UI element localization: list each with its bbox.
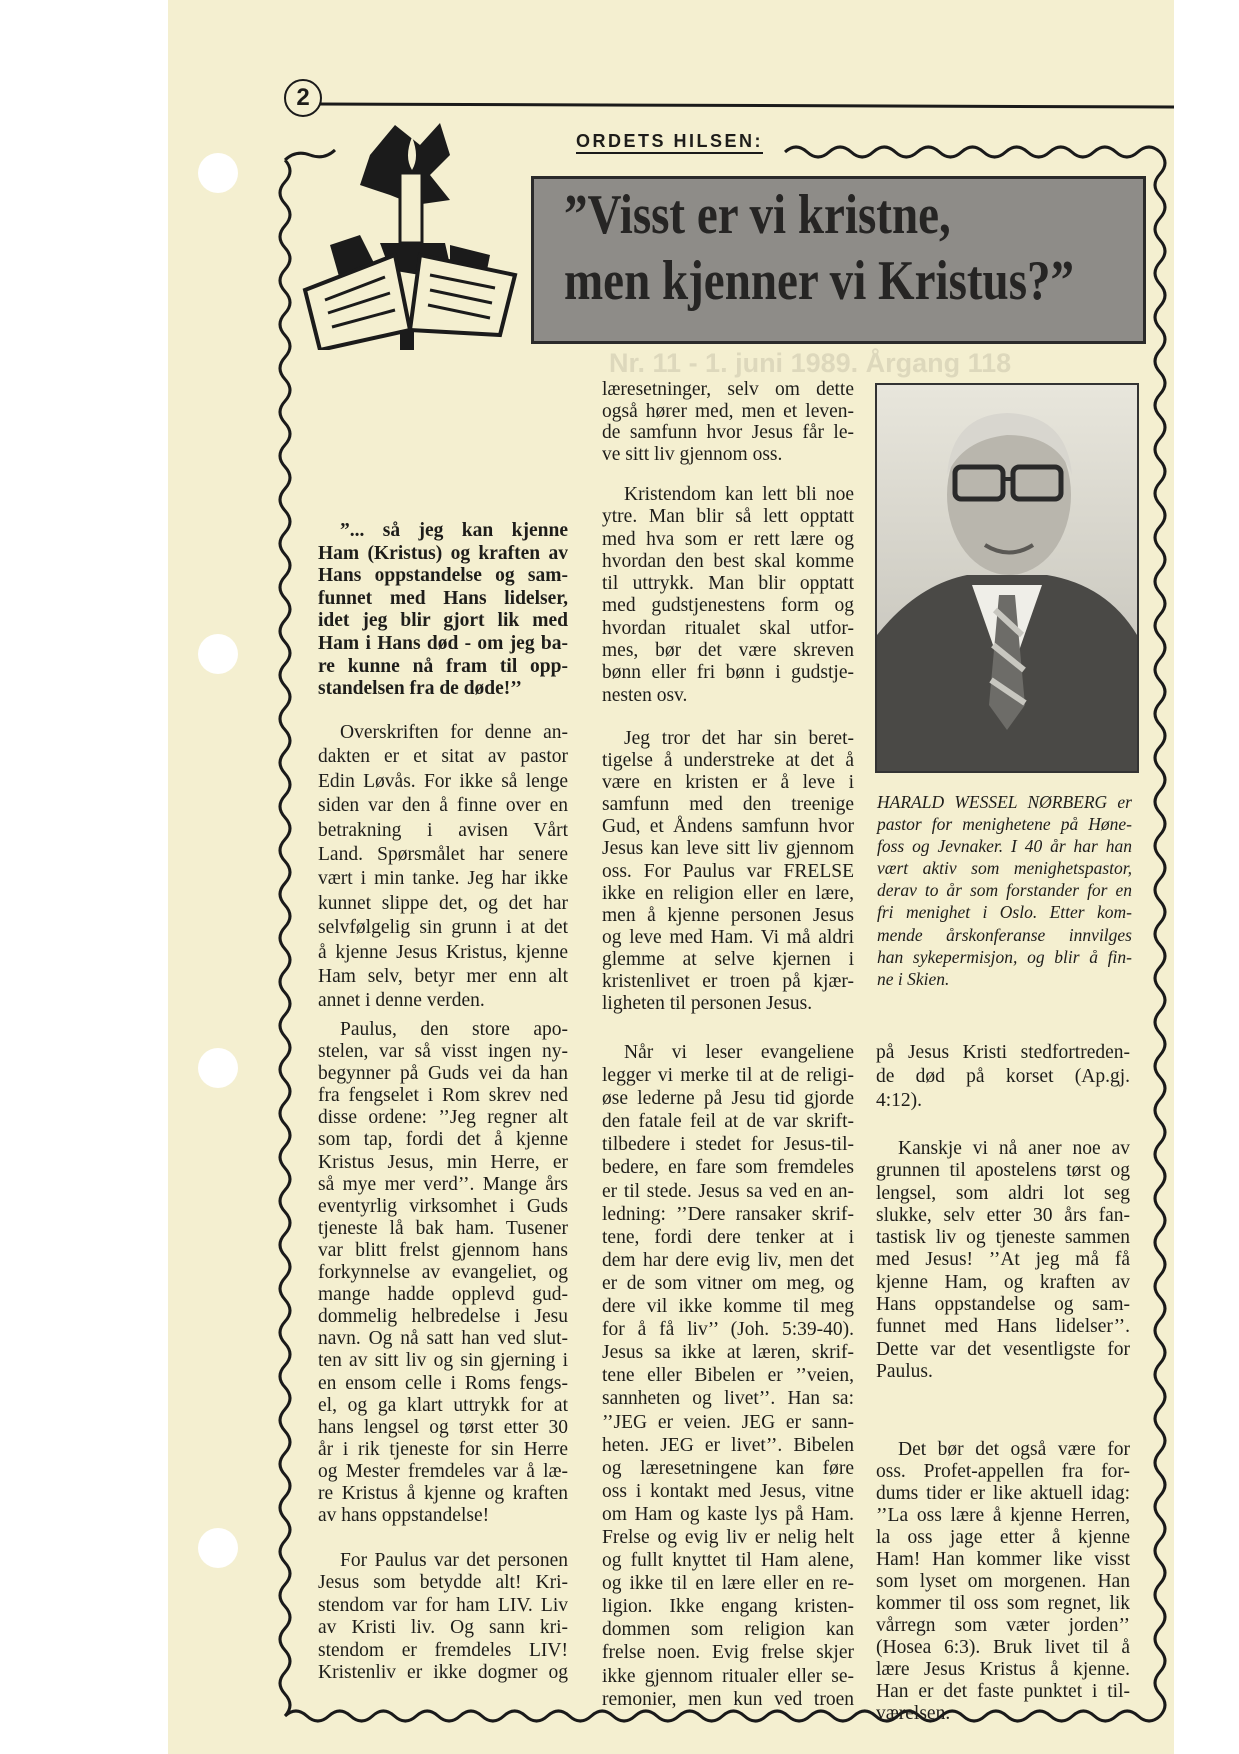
text-line: som lyset om morgenen. Han xyxy=(876,1571,1130,1592)
text-line: fri menighet i Oslo. Etter kom- xyxy=(877,902,1132,923)
text-line: mende årskonferanse innvilges xyxy=(877,924,1132,945)
text-line: navn. Og nå satt han ved slut- xyxy=(318,1328,568,1350)
text-line: begynner på Guds vei da han xyxy=(318,1063,568,1085)
text-line: derav to år som forstander for en xyxy=(877,880,1132,901)
text-line: Hans oppstandelse og sam- xyxy=(876,1294,1130,1316)
text-line: men å kjenne personen Jesus xyxy=(602,904,854,926)
text-line: funnet med Hans lidelser’’. xyxy=(876,1316,1130,1338)
text-line: kunnet slippe det, og det har xyxy=(318,892,568,914)
text-line: Ham selv, betyr mer enn alt xyxy=(318,966,568,988)
text-line: ’’La oss lære å kjenne Herren, xyxy=(876,1505,1130,1526)
paragraph xyxy=(602,1041,854,1711)
text-line: på Jesus Kristi stedfortreden- xyxy=(876,1042,1130,1063)
paragraph xyxy=(602,728,854,1015)
text-line: remonier, men kun ved troen xyxy=(602,1688,854,1710)
text-line: Når vi leser evangeliene xyxy=(624,1042,854,1063)
text-line: idet jeg blir gjort lik med xyxy=(318,610,568,632)
text-line: standelsen fra de døde!’’ xyxy=(318,678,522,700)
text-line: oss i kontakt med Jesus, vitne xyxy=(602,1480,854,1502)
text-line: forkynnelse av evangeliet, og xyxy=(318,1262,568,1284)
text-line: tene eller Bibelen er ’’veien, xyxy=(602,1365,854,1387)
text-line: Ham! Han kommer like visst xyxy=(876,1549,1130,1570)
paragraph xyxy=(876,1138,1130,1383)
text-line: hans lengsel og tørst etter 30 xyxy=(318,1416,568,1438)
text-line: 4:12). xyxy=(876,1090,923,1111)
text-line: Gud, et Åndens samfunn hvor xyxy=(602,816,854,838)
text-line: læresetninger, selv om dette xyxy=(602,379,854,400)
text-line: Ham (Kristus) og kraften av xyxy=(318,542,568,564)
text-line: vårregn som væter jorden’’ xyxy=(876,1615,1130,1636)
pull-quote xyxy=(318,520,568,701)
text-line: med gudstjenestens form og xyxy=(602,595,854,617)
text-line: dums tider er like aktuell idag: xyxy=(876,1483,1130,1504)
text-line: oss. For Paulus var FRELSE xyxy=(602,860,854,882)
text-line: for å få liv’’ (Joh. 5:39-40). xyxy=(602,1319,854,1341)
text-line: samfunn med den treenige xyxy=(602,794,854,816)
paragraph xyxy=(876,1041,1130,1113)
candle-and-bible-illustration xyxy=(300,115,530,350)
text-line: ikke gjennom ritualer eller se- xyxy=(602,1665,854,1687)
text-line: oss. Profet-appellen fra for- xyxy=(876,1461,1130,1482)
text-line: også hører med, men et leven- xyxy=(602,400,854,422)
text-line: ”... så jeg kan kjenne xyxy=(340,520,568,541)
headline-line-2: men kjenner vi Kristus?” xyxy=(564,250,1075,312)
text-line: om Ham og kaste lys på Ham. xyxy=(602,1503,854,1525)
text-line: HARALD WESSEL NØRBERG er xyxy=(877,792,1132,812)
paragraph xyxy=(876,1439,1130,1725)
text-line: så mye mer verd’’. Mange års xyxy=(318,1173,568,1195)
text-line: lære Jesus Kristus å kjenne. xyxy=(876,1659,1130,1680)
text-line: nesten osv. xyxy=(602,684,688,706)
text-line: og leve med Ham. Vi må aldri xyxy=(602,926,854,948)
text-line: pastor for menighetene på Høne- xyxy=(877,814,1132,835)
text-line: lengsel, som aldri lot seg xyxy=(876,1182,1130,1204)
text-line: ledning: ’’Dere ransaker skrif- xyxy=(602,1203,854,1225)
text-line: re kunne nå fram til opp- xyxy=(318,655,568,677)
text-line: re Kristus å kjenne og kraften xyxy=(318,1482,568,1504)
text-line: ikke en religion eller en lære, xyxy=(602,882,854,904)
text-line: siden var den å finne over en xyxy=(318,795,568,817)
text-line: Dette var det vesentligste for xyxy=(876,1338,1130,1360)
text-line: er de som vitner om meg, og xyxy=(602,1272,854,1294)
photo-caption xyxy=(877,791,1132,990)
text-line: å kjenne Jesus Kristus, kjenne xyxy=(318,941,568,963)
text-line: ten av sitt liv og sin gjerning i xyxy=(318,1350,568,1372)
text-line: Paulus, den store apo- xyxy=(340,1019,568,1040)
text-line: øse lederne på Jesu tid gjorde xyxy=(602,1088,854,1110)
text-line: Han er det faste punktet i til- xyxy=(876,1681,1130,1702)
text-line: Jesus som betydde alt! Kri- xyxy=(318,1572,568,1594)
text-line: Kanskje vi nå aner noe av xyxy=(898,1138,1130,1159)
text-line: funnet med Hans lidelser, xyxy=(318,587,568,609)
text-line: bedere, en fare som fremdeles xyxy=(602,1157,854,1179)
text-line: fra fengselet i Rom skrev ned xyxy=(318,1085,568,1107)
text-line: mes, bør det være skreven xyxy=(602,640,854,662)
text-line: sannheten og livet’’. Han sa: xyxy=(602,1388,854,1410)
text-line: ’’JEG er veien. JEG er sann- xyxy=(602,1411,854,1433)
text-line: selvfølgelig sin grunn i at det xyxy=(318,917,568,939)
text-line: Hans oppstandelse og sam- xyxy=(318,565,568,587)
paragraph xyxy=(318,1019,568,1527)
text-line: vært i min tanke. Jeg har ikke xyxy=(318,868,568,890)
text-line: eventyrlig virksomhet i Guds xyxy=(318,1195,568,1217)
text-line: bønn eller fri bønn i gudstje- xyxy=(602,662,854,684)
text-line: den fatale feil at de var skrift- xyxy=(602,1111,854,1133)
text-line: Frelse og evig liv er nelig helt xyxy=(602,1526,854,1548)
show-through-text: Nr. 11 - 1. juni 1989. Årgang 118 xyxy=(609,348,1012,378)
text-line: av hans oppstandelse! xyxy=(318,1505,490,1527)
text-line: Jesus sa ikke at læren, skrif- xyxy=(602,1342,854,1364)
text-line: betrakning i avisen Vårt xyxy=(318,819,568,841)
section-label: ORDETS HILSEN: xyxy=(576,130,763,154)
author-portrait-photo xyxy=(875,383,1139,773)
text-line: ligion. Ikke engang kristen- xyxy=(602,1596,854,1618)
text-line: kristenlivet er troen på kjær- xyxy=(602,971,854,993)
text-line: med hva som er rett lære og xyxy=(602,528,854,550)
text-line: tigelse å understreke at det å xyxy=(602,750,854,772)
text-line: Kristus Jesus, min Herre, er xyxy=(318,1151,568,1173)
text-line: vært aktiv som menighetspastor, xyxy=(877,858,1132,879)
text-line: mange hadde opplevd gud- xyxy=(318,1284,568,1306)
text-line: ytre. Man blir så lett opptatt xyxy=(602,506,854,528)
text-line: Kristendom kan lett bli noe xyxy=(624,484,854,505)
paragraph xyxy=(318,721,568,1014)
text-line: ligheten til personen Jesus. xyxy=(602,993,813,1015)
text-line: tastisk liv og tjeneste sammen xyxy=(876,1227,1130,1249)
text-line: stendom var for ham LIV. Liv xyxy=(318,1594,568,1616)
text-line: de død på korset (Ap.gj. xyxy=(876,1066,1130,1087)
text-line: tene, fordi dere tenker at i xyxy=(602,1226,854,1248)
text-line: tjeneste lå bak ham. Tusener xyxy=(318,1217,568,1239)
text-line: Ham i Hans død - om jeg ba- xyxy=(318,632,568,654)
text-line: frelse noen. Evig frelse skjer xyxy=(602,1642,854,1664)
text-line: år i rik tjeneste for sin Herre xyxy=(318,1438,568,1460)
text-line: dommen som religion kan xyxy=(602,1619,854,1641)
text-line: Jesus kan leve sitt liv gjennom xyxy=(602,838,854,860)
text-line: el, og ga klart uttrykk for at xyxy=(318,1394,568,1416)
text-line: stendom er fremdeles LIV! xyxy=(318,1639,568,1661)
text-line: hvordan den best skal komme xyxy=(602,550,854,572)
paragraph xyxy=(602,484,854,707)
text-line: dommelig helbredelse i Jesu xyxy=(318,1306,568,1328)
text-line: var blitt frelst gjennom hans xyxy=(318,1239,568,1261)
text-line: en ensom celle i Roms fengs- xyxy=(318,1372,568,1394)
text-line: For Paulus var det personen xyxy=(340,1550,568,1571)
text-line: som tap, fordi det å kjenne xyxy=(318,1129,568,1151)
text-line: slukke, selv etter 30 års fan- xyxy=(876,1204,1130,1226)
text-line: dere vil ikke komme til meg xyxy=(602,1296,854,1318)
text-line: være en kristen er å leve i xyxy=(602,772,854,794)
text-line: Paulus. xyxy=(876,1360,933,1382)
text-line: legger vi merke til at de religi- xyxy=(602,1065,854,1087)
top-rule xyxy=(318,104,1174,107)
paragraph xyxy=(318,1550,568,1684)
portrait-image xyxy=(877,385,1137,771)
page-number: 2 xyxy=(284,79,322,117)
text-line: foss og Jevnaker. I 40 år har han xyxy=(877,836,1132,857)
text-line: Jeg tror det har sin beret- xyxy=(624,728,854,749)
text-line: og ikke til en lære eller en re- xyxy=(602,1573,854,1595)
text-line: Land. Spørsmålet har senere xyxy=(318,844,568,866)
text-line: av Kristi liv. Og sann kri- xyxy=(318,1617,568,1639)
text-line: og Mester fremdeles var å læ- xyxy=(318,1460,568,1482)
text-line: heten. JEG er livet’’. Bibelen xyxy=(602,1434,854,1456)
text-line: dem har dere evig liv, men det xyxy=(602,1249,854,1271)
text-line: hvordan ritualet skal utfor- xyxy=(602,617,854,639)
text-line: tilbedere i stedet for Jesus-til- xyxy=(602,1134,854,1156)
text-line: (Hosea 6:3). Bruk livet til å xyxy=(876,1637,1130,1658)
text-line: grunnen til apostelens tørst og xyxy=(876,1160,1130,1182)
text-line: Edin Løvås. For ikke så lenge xyxy=(318,770,568,792)
text-line: disse ordene: ’’Jeg regner alt xyxy=(318,1107,568,1129)
text-line: dakten er et sitat av pastor xyxy=(318,746,568,768)
text-line: Det bør det også være for xyxy=(898,1439,1130,1460)
paragraph xyxy=(602,379,854,466)
text-line: annet i denne verden. xyxy=(318,990,485,1012)
text-line: glemme at selve kjernen i xyxy=(602,948,854,970)
text-line: og læresetningene kan føre xyxy=(602,1457,854,1479)
text-line: kommer til oss som regnet, lik xyxy=(876,1593,1130,1614)
headline-line-1: ”Visst er vi kristne, xyxy=(564,184,951,246)
text-line: til uttrykk. Man blir opptatt xyxy=(602,573,854,595)
text-line: ne i Skien. xyxy=(877,968,950,989)
text-line: er til stede. Jesus sa ved en an- xyxy=(602,1180,854,1202)
text-line: kjenne Ham, og kraften av xyxy=(876,1271,1130,1293)
text-line: Overskriften for denne an- xyxy=(340,722,568,743)
text-line: la oss jage etter å kjenne xyxy=(876,1527,1130,1548)
text-line: de samfunn hvor Jesus får le- xyxy=(602,422,854,444)
text-line: og fullt knyttet til Ham alene, xyxy=(602,1550,854,1572)
text-line: værelsen. xyxy=(876,1703,951,1724)
text-line: stelen, var så visst ingen ny- xyxy=(318,1041,568,1063)
text-line: med Jesus! ’’At jeg må få xyxy=(876,1249,1130,1271)
text-line: Kristenliv er ikke dogmer og xyxy=(318,1662,568,1684)
headline-box xyxy=(531,176,1146,344)
text-line: han sykepermisjon, og blir å fin- xyxy=(877,946,1132,967)
text-line: ve sitt liv gjennom oss. xyxy=(602,444,783,466)
